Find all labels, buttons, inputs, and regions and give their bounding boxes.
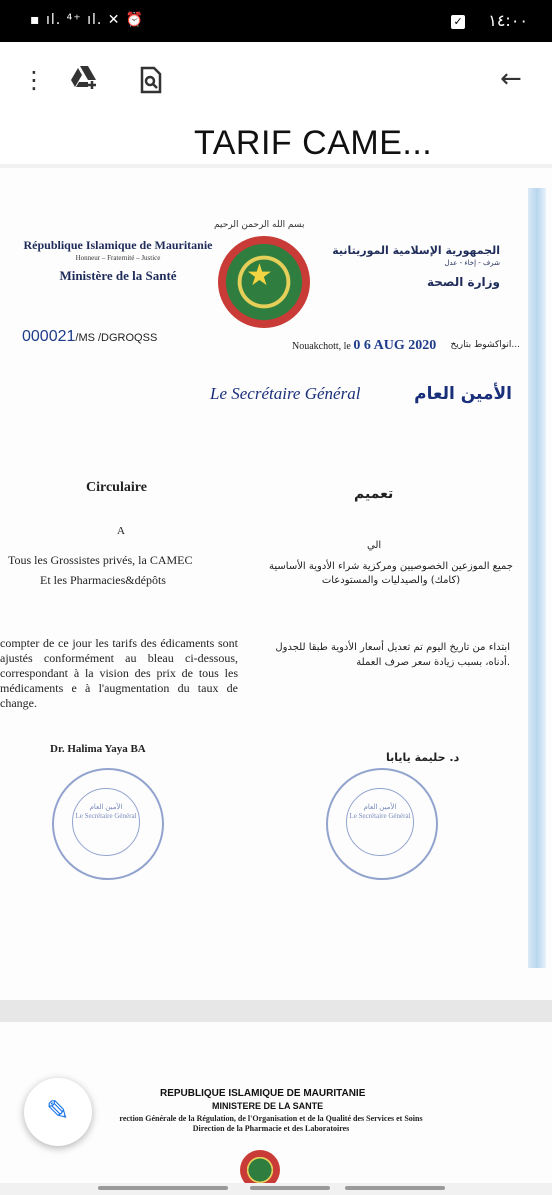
ar-city-date: انواكشوط بتاريخ...	[450, 340, 520, 350]
pencil-icon: ✎	[46, 1096, 70, 1127]
p2-direction-line1: rection Générale de la Régulation, de l'Organisation et de la Qualité des Services et Soins	[119, 1114, 423, 1123]
to-label-ar: الي	[367, 540, 382, 551]
stamp-fr-label: Le Secrétaire Général	[349, 812, 411, 820]
page-gap	[0, 1000, 552, 1022]
gesture-nav-bar	[0, 1183, 552, 1195]
status-time: ١٤:٠٠	[488, 11, 528, 30]
to-label-fr: A	[117, 525, 125, 537]
p2-ministry: MINISTERE DE LA SANTE	[212, 1101, 324, 1111]
nav-handle-left[interactable]	[98, 1186, 228, 1190]
fr-ministry: Ministère de la Santé	[59, 268, 177, 283]
signatory-fr: Dr. Halima Yaya BA	[50, 743, 146, 755]
national-seal-icon: ★	[218, 236, 310, 328]
city-date	[292, 338, 436, 354]
back-arrow-icon[interactable]: ←	[500, 64, 522, 94]
circular-title-fr: Circulaire	[86, 480, 147, 495]
document-page-1	[0, 168, 552, 1000]
ar-republic: الجمهورية الإسلامية الموريتانية	[332, 244, 500, 257]
ref-suffix: /MS /DGROQSS	[75, 332, 158, 344]
p2-direction-line2: Direction de la Pharmacie et des Laboratoires	[192, 1124, 350, 1133]
status-right	[451, 11, 528, 30]
ar-ministry: وزارة الصحة	[426, 275, 500, 289]
reference-number	[22, 328, 157, 346]
recipients-fr-line1: Tous les Grossistes privés, la CAMEC	[8, 553, 193, 567]
body-text-fr: compter de ce jour les tarifs des édicaments sont ajustés conformément au bleau ci-dessous, correspondant à la vision des prix de tous les médicaments e à l'augmentation du taux de change.	[0, 636, 238, 710]
status-bar	[0, 0, 552, 42]
arabic-letterhead	[332, 244, 500, 289]
circular-title-ar: تعميم	[354, 486, 394, 502]
bismillah: بسم الله الرحمن الرحيم	[214, 220, 305, 230]
secretary-ar: الأمين العام	[414, 384, 512, 404]
ref-number: 000021	[22, 328, 76, 345]
signatory-ar: د. حليمة يايابا	[386, 751, 460, 764]
recipients-ar: جميع الموزعين الخصوصيين ومركزية شراء الأدوية الأساسية (كامك) والصيدليات والمستودعات	[269, 561, 513, 586]
scan-edge	[528, 188, 546, 968]
p2-republic: REPUBLIQUE ISLAMIQUE DE MAURITANIE	[160, 1088, 366, 1099]
stamp-fr-label: Le Secrétaire Général	[75, 812, 137, 820]
edit-fab-button[interactable]	[24, 1078, 92, 1146]
city-prefix: Nouakchott, le	[292, 341, 351, 352]
p2-direction	[96, 1114, 446, 1134]
checkbox-notification-icon: ✓	[451, 15, 465, 29]
stamp-ar-label: الأمين العام	[363, 803, 397, 811]
more-vert-icon[interactable]: ⋮	[22, 66, 46, 94]
stamp-ar-label: الأمين العام	[89, 803, 123, 811]
official-stamp-right	[326, 768, 438, 880]
fr-republic: République Islamique de Mauritanie	[23, 238, 213, 252]
ar-motto: شرف - إخاء - عدل	[444, 259, 500, 267]
date-stamp: 0 6 AUG 2020	[353, 338, 437, 353]
fr-motto: Honneur – Fraternité – Justice	[75, 254, 161, 262]
nav-handle-right[interactable]	[345, 1186, 445, 1190]
french-letterhead	[18, 238, 218, 284]
add-to-drive-icon[interactable]	[70, 64, 100, 94]
body-text-ar: ابتداء من تاريخ اليوم تم تعديل أسعار الأدوية طبقا للجدول أدناه، بسبب زيادة سعر صرف العملة.	[275, 642, 510, 668]
recipients-fr-line2: Et les Pharmacies&dépôts	[40, 573, 166, 587]
official-stamp-left	[52, 768, 164, 880]
find-in-page-icon[interactable]	[138, 66, 164, 98]
document-title: TARIF CAME...	[194, 124, 433, 162]
nav-handle-center[interactable]	[250, 1186, 330, 1190]
status-icons: ▪ ıl. ⁴⁺ ıl. ✕ ⏰	[30, 12, 145, 28]
secretary-fr: Le Secrétaire Général	[210, 384, 361, 403]
app-toolbar	[0, 42, 552, 164]
